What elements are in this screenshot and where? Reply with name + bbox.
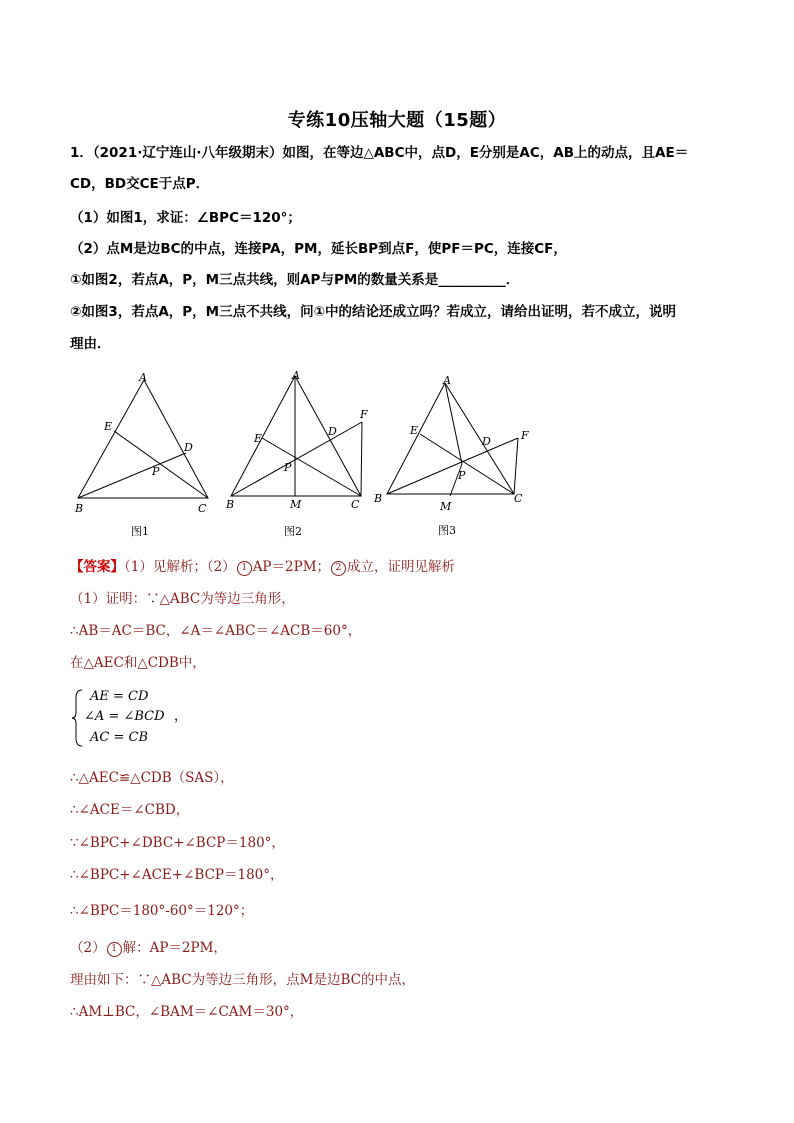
fig2-label-P: P: [284, 461, 292, 474]
fig2-label-D: D: [328, 425, 337, 438]
solution-line-5: ∴∠ACE＝∠CBD，: [70, 802, 190, 818]
figure-2: [222, 368, 382, 543]
fig1-label-A: A: [139, 371, 147, 384]
fig3-label-P: P: [458, 469, 466, 482]
answer-summary-a: （1）见解析；（2）: [124, 559, 236, 575]
figure-3: [370, 368, 540, 543]
circled-1-icon: 1: [237, 561, 252, 576]
fig3-label-A: A: [443, 374, 451, 387]
question-line-2: CD，BD交CE于点P．: [70, 176, 210, 192]
solution-line-11: ∴AM⊥BC，∠BAM＝∠CAM＝30°，: [70, 1004, 304, 1020]
fig1-caption: 图1: [131, 525, 149, 538]
solution-line-1: （1）证明：∵△ABC为等边三角形，: [70, 591, 295, 607]
fig1-label-P: P: [152, 465, 160, 478]
fig1-label-B: B: [75, 502, 84, 515]
fig1-label-D: D: [184, 441, 193, 454]
question-part-2-1: ①如图2，若点A，P，M三点共线，则AP与PM的数量关系是__________．: [70, 272, 520, 288]
answer-tag: 【答案】: [70, 559, 124, 575]
answer-summary-c: 成立，证明见解析: [347, 559, 456, 575]
fig2-caption: 图2: [284, 525, 302, 538]
solution-line-7: ∴∠BPC+∠ACE+∠BCP＝180°，: [70, 867, 284, 883]
fig3-label-F: F: [521, 429, 529, 442]
solution-line-3: 在△AEC和△CDB中，: [70, 655, 206, 671]
fig2-label-F: F: [360, 408, 368, 421]
solution-line-2: ∴AB＝AC＝BC，∠A＝∠ABC＝∠ACB＝60°，: [70, 623, 362, 639]
solution-line-9: [70, 938, 730, 958]
fig3-label-M: M: [440, 500, 452, 513]
fig3-label-C: C: [514, 492, 523, 505]
equation-3: AC = CB: [90, 730, 148, 745]
fig3-label-B: B: [374, 492, 383, 505]
fig2-label-E: E: [254, 432, 263, 445]
fig2-label-A: A: [292, 369, 300, 382]
answer-summary-b: AP＝2PM；: [252, 559, 331, 575]
equation-1: AE = CD: [90, 689, 149, 704]
answer-summary: [70, 557, 730, 577]
solution-part-2-text: 解：AP＝2PM，: [122, 940, 227, 956]
solution-line-4: ∴△AEC≌△CDB（SAS），: [70, 770, 234, 786]
solution-part-2-prefix: （2）: [70, 940, 106, 956]
fig2-label-M: M: [290, 498, 302, 511]
figure-1: [68, 368, 228, 543]
question-part-2-2: ②如图3，若点A，P，M三点不共线，问①中的结论还成立吗？若成立，请给出证明，若不成立，说明: [70, 304, 677, 320]
fig3-label-D: D: [482, 435, 491, 448]
equation-2: ∠A = ∠BCD: [84, 709, 165, 724]
question-part-1: （1）如图1，求证：∠BPC＝120°；: [70, 210, 301, 226]
circled-2-icon: 2: [331, 561, 346, 576]
circled-1-icon: 1: [107, 942, 122, 957]
page-title: 专练10压轴大题（15题）: [287, 110, 507, 131]
fig3-label-E: E: [410, 424, 419, 437]
fig1-label-E: E: [104, 420, 113, 433]
fig3-caption: 图3: [438, 524, 456, 537]
solution-line-6: ∵∠BPC+∠DBC+∠BCP＝180°，: [70, 835, 285, 851]
fig2-label-C: C: [351, 498, 360, 511]
solution-line-10: 理由如下：∵△ABC为等边三角形，点M是边BC的中点，: [70, 972, 415, 988]
question-line-7: 理由．: [70, 336, 111, 352]
fig1-label-C: C: [198, 502, 207, 515]
question-part-2: （2）点M是边BC的中点，连接PA，PM，延长BP到点F，使PF＝PC，连接CF，: [70, 241, 567, 257]
question-line-1: 1．（2021·辽宁连山·八年级期末）如图，在等边△ABC中，点D，E分别是AC，AB上的动点，且AE＝: [70, 145, 689, 161]
solution-line-8: ∴∠BPC＝180°-60°＝120°；: [70, 903, 254, 919]
left-brace-icon: [72, 688, 84, 748]
equation-system: [72, 688, 202, 750]
fig2-label-B: B: [226, 498, 235, 511]
equation-comma: ，: [174, 709, 188, 724]
